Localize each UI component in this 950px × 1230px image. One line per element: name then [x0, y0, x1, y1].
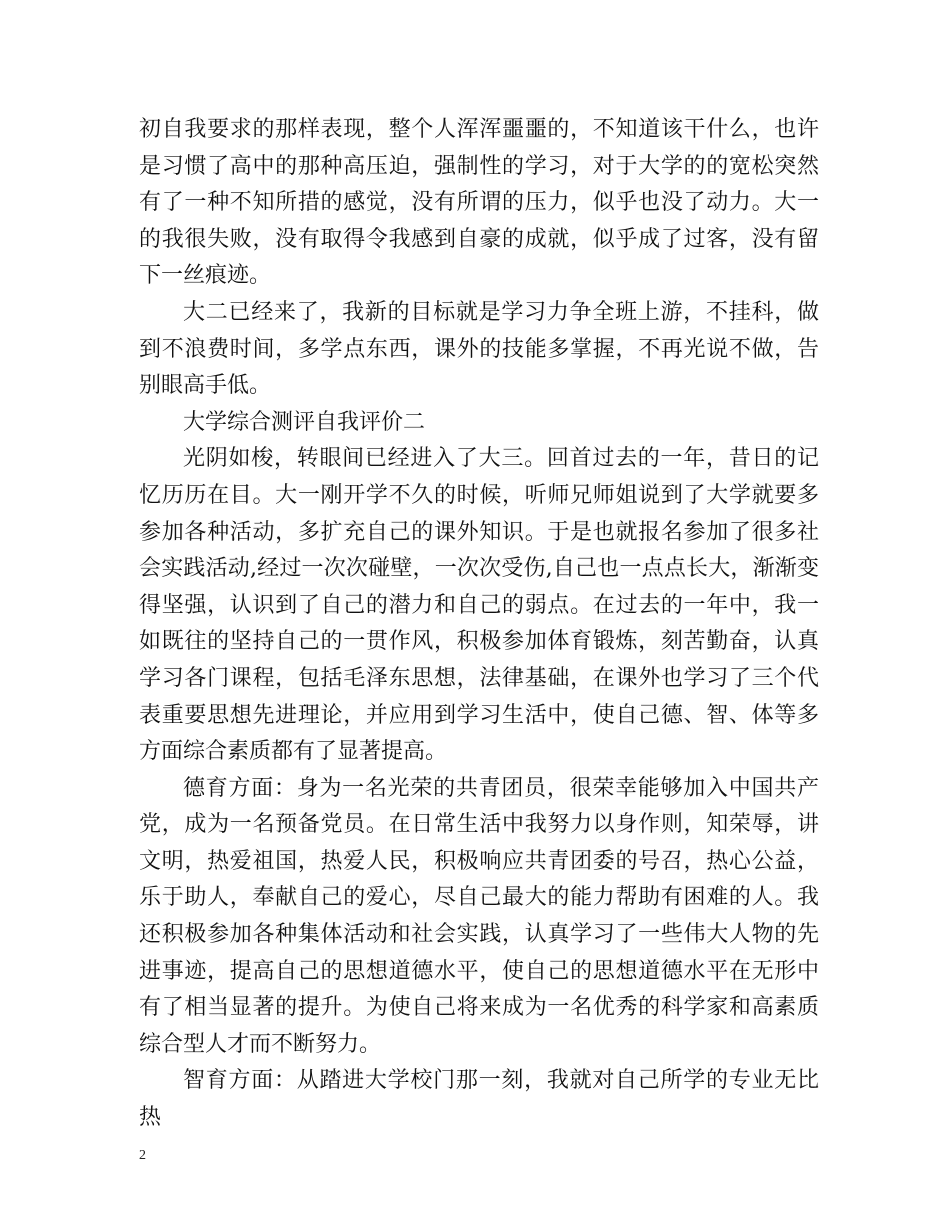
paragraph-intellectual-education: 智育方面：从踏进大学校门那一刻，我就对自己所学的专业无比热	[139, 1068, 819, 1131]
paragraph-continuation: 初自我要求的那样表现，整个人浑浑噩噩的，不知道该干什么，也许是习惯了高中的那种高压迫，强制性的学习，对于大学的的宽松突然有了一种不知所措的感觉，没有所谓的压力，似乎也没了动力。大一的我很失败，没有取得令我感到自豪的成就，似乎成了过客，没有留下一丝痕迹。	[139, 117, 819, 289]
paragraph-intro: 光阴如梭，转眼间已经进入了大三。回首过去的一年，昔日的记忆历历在目。大一刚开学不久的时候，听师兄师姐说到了大学就要多参加各种活动，多扩充自己的课外知识。于是也就报名参加了很多社会实践活动,经过一次次碰壁，一次次受伤,自己也一点点长大，渐渐变得坚强，认识到了自己的潜力和自己的弱点。在过去的一年中，我一如既往的坚持自己的一贯作风，积极参加体育锻炼，刻苦勤奋，认真学习各门课程，包括毛泽东思想，法律基础，在课外也学习了三个代表重要思想先进理论，并应用到学习生活中，使自己德、智、体等多方面综合素质都有了显著提高。	[139, 446, 819, 765]
paragraph-sophomore-goals: 大二已经来了，我新的目标就是学习力争全班上游，不挂科，做到不浪费时间，多学点东西，课外的技能多掌握，不再光说不做，告别眼高手低。	[139, 299, 819, 399]
page-number: 2	[139, 1148, 146, 1163]
paragraph-moral-education: 德育方面：身为一名光荣的共青团员，很荣幸能够加入中国共产党，成为一名预备党员。在日常生活中我努力以身作则，知荣辱，讲文明，热爱祖国，热爱人民，积极响应共青团委的号召，热心公益，乐于助人，奉献自己的爱心，尽自己最大的能力帮助有困难的人。我还积极参加各种集体活动和社会实践，认真学习了一些伟大人物的先进事迹，提高自己的思想道德水平，使自己的思想道德水平在无形中有了相当显著的提升。为使自己将来成为一名优秀的科学家和高素质综合型人才而不断努力。	[139, 775, 819, 1057]
document-body	[139, 112, 819, 1137]
section-heading: 大学综合测评自我评价二	[183, 409, 426, 435]
